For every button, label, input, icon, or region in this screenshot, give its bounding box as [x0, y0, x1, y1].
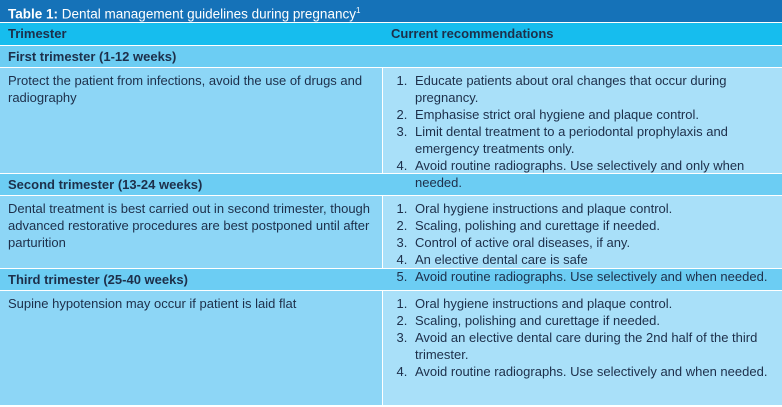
footnote-ref: 1	[355, 6, 361, 15]
recommendations-list	[391, 295, 782, 380]
recommendation-item: 1. Oral hygiene instructions and plaque control.	[411, 295, 782, 312]
recommendation-item: 3. Limit dental treatment to a periodontal prophylaxis and emergency treatments only.	[411, 123, 782, 157]
table-title	[0, 0, 782, 22]
recommendation-item: 4. Avoid routine radiographs. Use selectively and when needed.	[411, 363, 782, 380]
section-heading: Second trimester (13-24 weeks)	[0, 174, 782, 195]
table-row	[0, 291, 782, 405]
recommendation-item: 2. Emphasise strict oral hygiene and plaque control.	[411, 106, 782, 123]
recommendation-item: 2. Scaling, polishing and curettage if needed.	[411, 217, 782, 234]
recommendation-item: 5. Avoid routine radiographs. Use selectively and when needed.	[411, 268, 782, 285]
recommendation-item: 3. Control of active oral diseases, if any.	[411, 234, 782, 251]
header-recommendations: Current recommendations	[391, 26, 554, 41]
table-title-text: Dental management guidelines during pregnancy	[58, 6, 356, 22]
recommendation-item: 4. An elective dental care is safe	[411, 251, 782, 268]
table-label: Table 1:	[8, 6, 59, 22]
trimester-summary: Dental treatment is best carried out in second trimester, though advanced restorative procedures are best postponed until after parturition	[0, 196, 382, 268]
section-heading: First trimester (1-12 weeks)	[0, 46, 782, 67]
recommendations-cell	[383, 291, 782, 405]
recommendation-item: 2. Scaling, polishing and curettage if needed.	[411, 312, 782, 329]
recommendation-item: 3. Avoid an elective dental care during the 2nd half of the third trimester.	[411, 329, 782, 363]
section-heading: Third trimester (25-40 weeks)	[0, 269, 782, 290]
header-row	[0, 23, 782, 45]
header-trimester: Trimester	[8, 26, 67, 41]
trimester-summary: Supine hypotension may occur if patient is laid flat	[0, 291, 382, 405]
recommendations-list	[391, 72, 782, 191]
recommendations-cell	[383, 68, 782, 190]
recommendation-item: 1. Oral hygiene instructions and plaque control.	[411, 200, 782, 217]
recommendations-list	[391, 200, 782, 285]
recommendation-item: 4. Avoid routine radiographs. Use selectively and only when needed.	[411, 157, 782, 191]
recommendation-item: 1. Educate patients about oral changes that occur during pregnancy.	[411, 72, 782, 106]
recommendations-cell	[383, 196, 782, 284]
trimester-summary: Protect the patient from infections, avoid the use of drugs and radiography	[0, 68, 382, 173]
